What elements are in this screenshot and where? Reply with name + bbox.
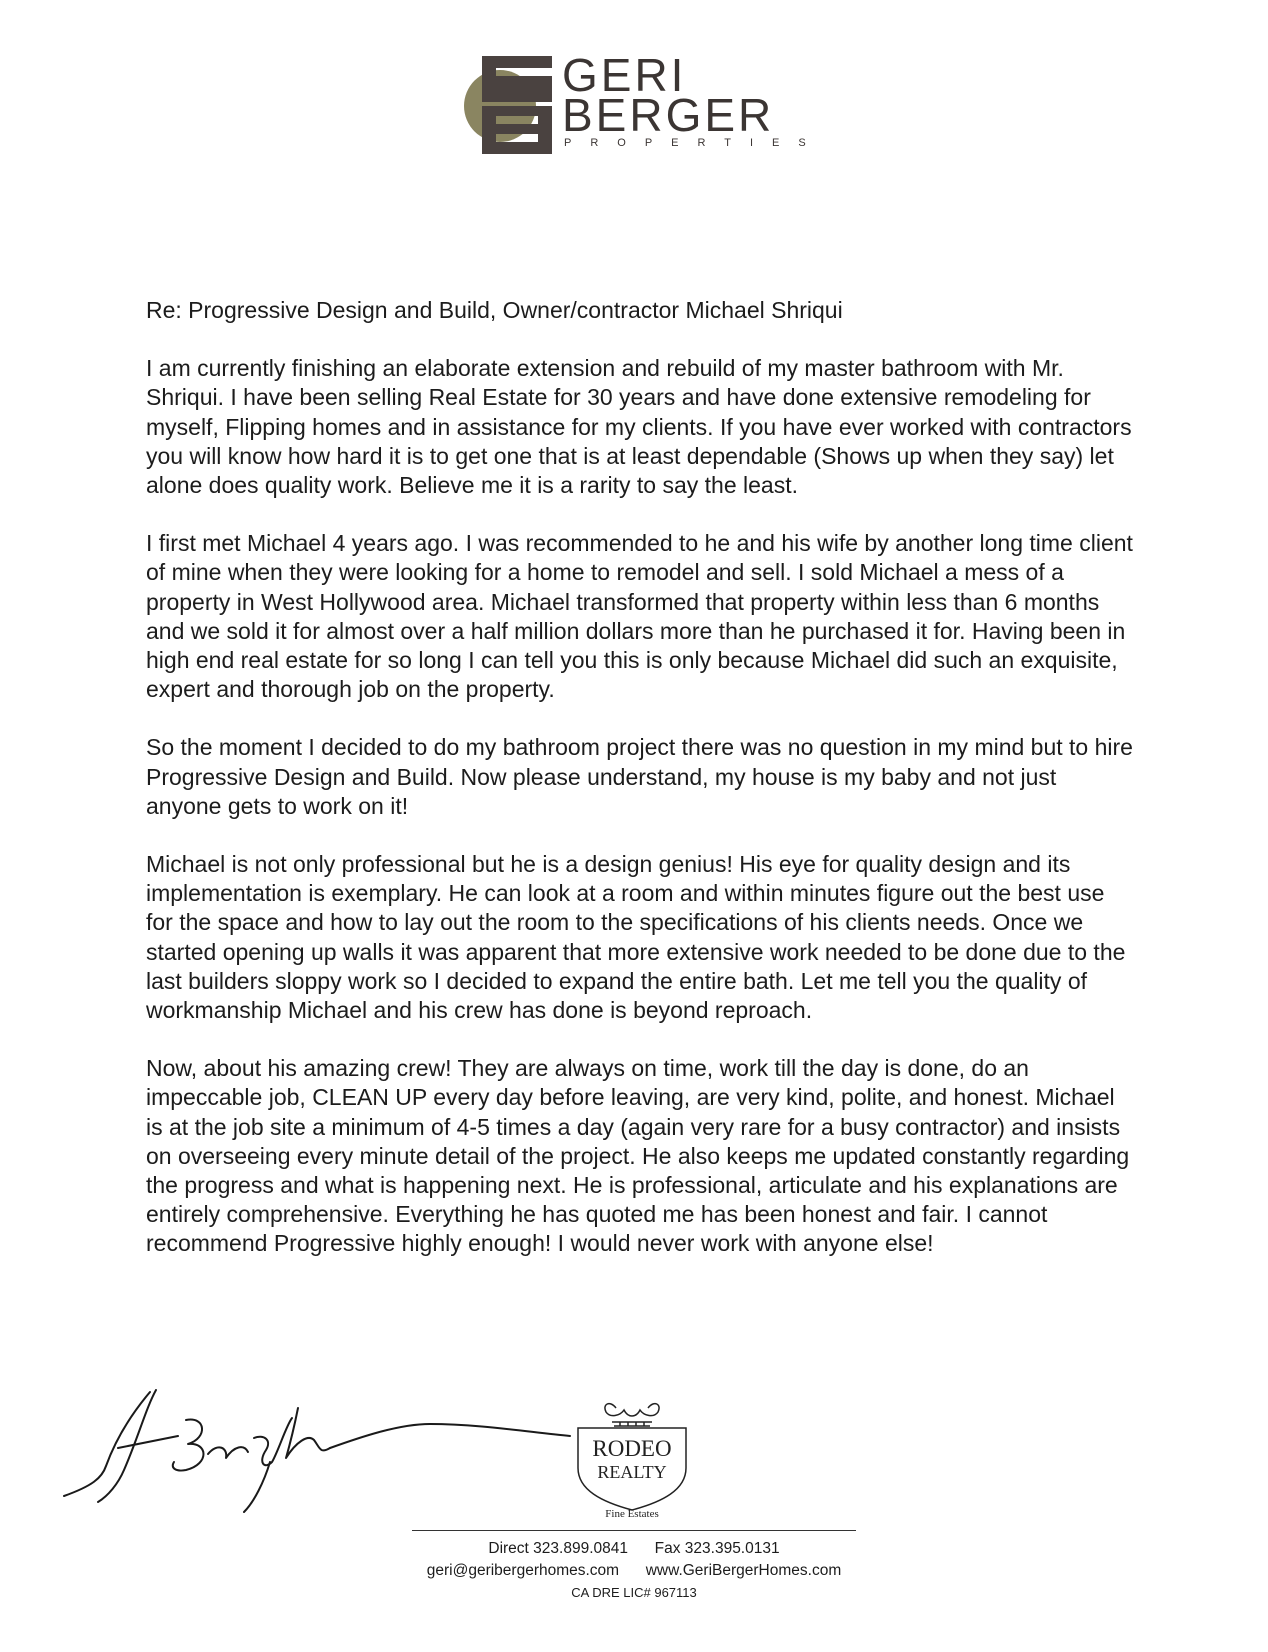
web-line (380, 1560, 888, 1582)
re-line: Re: Progressive Design and Build, Owner/contractor Michael Shriqui (146, 297, 843, 323)
gb-logo-mark-icon (452, 54, 562, 154)
seal-text-realty: REALTY (597, 1462, 667, 1482)
letter-paragraph: I first met Michael 4 years ago. I was recommended to he and his wife by another long time client of mine when they were looking for a home to remodel and sell. I sold Michael a mess of a property in West Hollywood area. Michael transformed that property within less than 6 months and we sold it for almost over a half million dollars more than he purchased it for. Having been in high end real estate for so long I can tell you this is only because Michael did such an exquisite, expert and thorough job on the property. (146, 530, 1133, 703)
letter-body (146, 296, 1136, 1288)
rodeo-realty-seal (570, 1398, 694, 1522)
contact-footer (380, 1538, 888, 1604)
direct-phone[interactable]: 323.899.0841 (533, 1540, 628, 1557)
logo-text-properties: PROPERTIES (564, 137, 825, 149)
handwritten-signature (58, 1378, 578, 1518)
footer-divider (412, 1530, 856, 1531)
fax-phone: 323.395.0131 (684, 1540, 780, 1557)
email-link[interactable]: geri@geribergerhomes.com (426, 1562, 620, 1579)
license-number: CA DRE LIC# 967113 (571, 1585, 697, 1600)
logo-text-geri: GERI (562, 49, 687, 101)
seal-tagline: Fine Estates (605, 1508, 659, 1520)
letter-paragraph: Michael is not only professional but he is a design genius! His eye for quality design and its implementation is exemplary. He can look at a room and within minutes figure out the best use for the space and how to lay out the room to the specifications of his clients needs. Once we started opening up walls it was apparent that more extensive work needed to be done due to the last builders sloppy work so I decided to expand the entire bath. Let me tell you the quality of workmanship Michael and his crew has done is beyond reproach. (146, 851, 1126, 1024)
letter-paragraph: So the moment I decided to do my bathroom project there was no question in my mind but to hire Progressive Design and Build. Now please understand, my house is my baby and not just anyone gets to work on it! (146, 734, 1133, 819)
fax-label: Fax (654, 1540, 681, 1557)
logo-text-berger: BERGER (562, 89, 775, 141)
letter-paragraph: I am currently finishing an elaborate extension and rebuild of my master bathroom with Mr. Shriqui. I have been selling Real Estate for 30 years and have done extensive remodeling for myself, Flipping homes and in assistance for my clients. If you have ever worked with contractors you will know how hard it is to get one that is at least dependable (Shows up when they say) let alone does quality work. Believe me it is a rarity to say the least. (146, 355, 1132, 499)
phone-line (380, 1538, 888, 1560)
website-link[interactable]: www.GeriBergerHomes.com (645, 1562, 842, 1579)
seal-text-rodeo: RODEO (592, 1436, 672, 1461)
letter-paragraph: Now, about his amazing crew! They are always on time, work till the day is done, do an impeccable job, CLEAN UP every day before leaving, are very kind, polite, and honest. Michael is at the job site a minimum of 4-5 times a day (again very rare for a busy contractor) and insists on overseeing every minute detail of the project. He also keeps me updated constantly regarding the progress and what is happening next. He is professional, articulate and his explanations are entirely comprehensive. Everything he has quoted me has been honest and fair. I cannot recommend Progressive highly enough! I would never work with anyone else! (146, 1055, 1130, 1257)
company-logo (452, 49, 825, 154)
direct-label: Direct (488, 1540, 529, 1557)
